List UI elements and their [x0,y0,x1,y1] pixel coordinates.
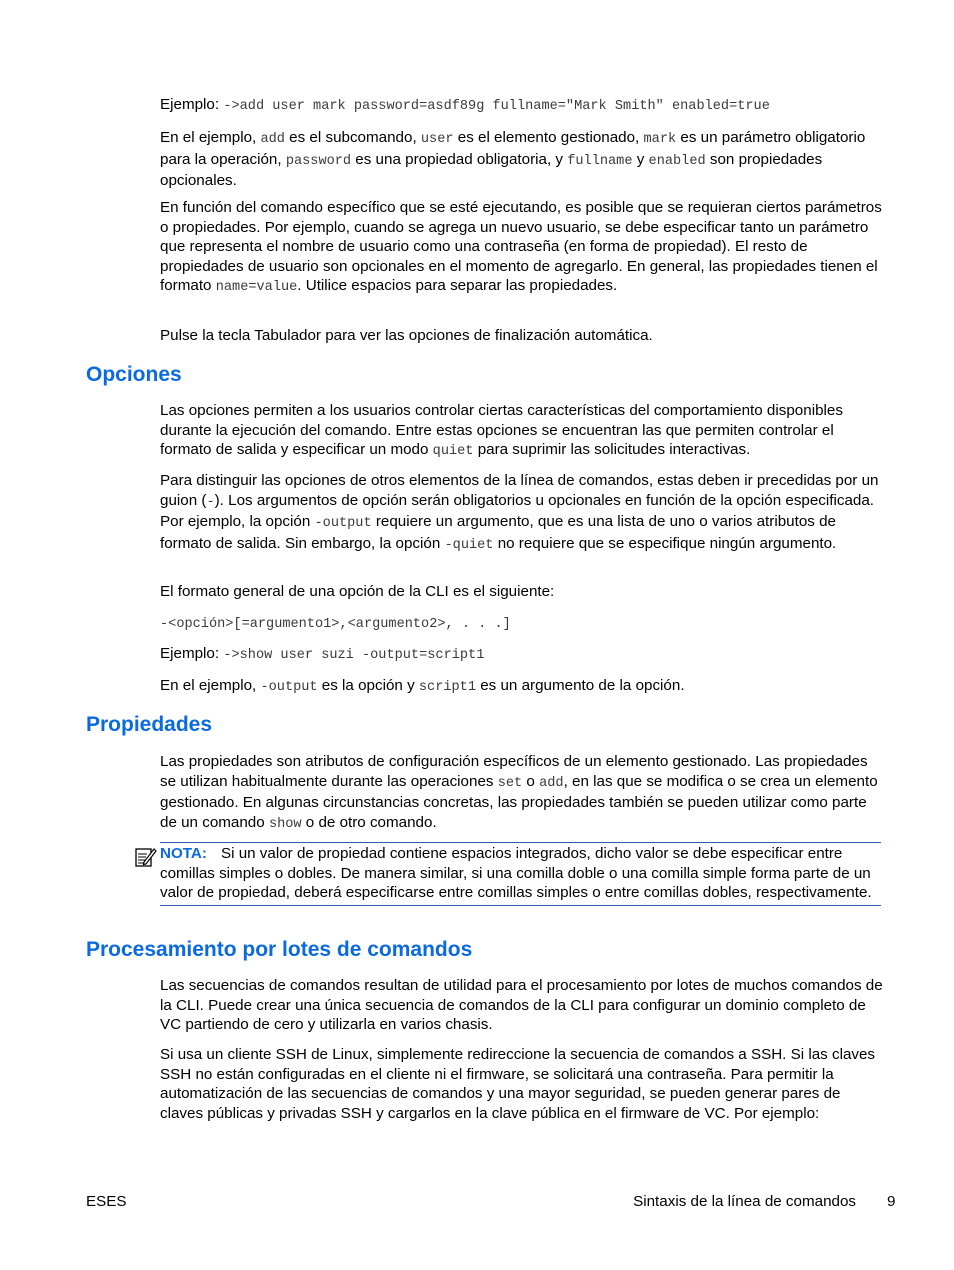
note-box [160,842,881,906]
heading-propiedades: Propiedades [86,713,213,736]
footer-locale: ESES [86,1193,127,1210]
heading-procesamiento: Procesamiento por lotes de comandos [86,938,473,961]
example-line-2: Ejemplo: ->show user suzi -output=script1 [160,645,485,663]
footer-page-number: 9 [887,1193,896,1210]
intro-paragraph-1: En el ejemplo, add es el subcomando, user es el elemento gestionado, mark es un parámetro obligatorio para la operación, password es una propiedad obligatoria, y fullname y enabled son propiedades opcionales. [160,129,866,190]
opciones-paragraph-4: En el ejemplo, -output es la opción y script1 es un argumento de la opción. [160,677,685,695]
procesamiento-paragraph-2: Si usa un cliente SSH de Linux, simplemente redireccione la secuencia de comandos a SSH. Si las claves SSH no están configuradas en el cliente ni el firmware, se solicitará una contraseña. Para permitir la automatización de las secuencias de comandos y una mayor seguridad, se pueden generar pares de claves públicas y privadas SSH y cargarlos en la clave pública en el firmware de VC. Por ejemplo: [160,1046,876,1122]
note-pencil-icon [134,845,158,874]
heading-opciones: Opciones [86,363,182,386]
note-text: Si un valor de propiedad contiene espacios integrados, dicho valor se debe especificar entre comillas simples o dobles. De manera similar, si una comilla doble o una comilla simple forma parte de un valor de propiedad, deberá especificarse entre comillas simples o entre comillas dobles, respectivamente. [160,845,872,902]
procesamiento-paragraph-1: Las secuencias de comandos resultan de utilidad para el procesamiento por lotes de muchos comandos de la CLI. Puede crear una única secuencia de comandos de la CLI para configurar un dominio completo de VC partiendo de cero y utilizarla en varios chasis. [160,977,883,1034]
opciones-paragraph-1: Las opciones permiten a los usuarios controlar ciertas características del comportamiento disponibles durante la ejecución del comando. Entre estas opciones se encuentran las que permiten controlar el formato de salida y especificar un modo quiet para suprimir las solicitudes interactivas. [160,402,843,460]
intro-paragraph-2: En función del comando específico que se esté ejecutando, es posible que se requieran ciertos parámetros o propiedades. Por ejemplo, cuando se agrega un nuevo usuario, se debe especificar tanto un parámetro que representa el nombre de usuario como una contraseña (en forma de propiedad). El resto de propiedades de usuario son opcionales en el momento de agregarlo. En general, las propiedades tienen el formato name=value. Utilice espacios para separar las propiedades. [160,199,882,296]
footer-section-title: Sintaxis de la línea de comandos [633,1193,856,1210]
opciones-paragraph-2: Para distinguir las opciones de otros elementos de la línea de comandos, estas deben ir precedidas por un guion (-). Los argumentos de opción serán obligatorios u opcionales en función de la opción especificada. Por ejemplo, la opción -output requiere un argumento, que es una lista de uno o varios atributos de formato de salida. Sin embargo, la opción -quiet no requiere que se especifique ningún argumento. [160,472,879,553]
opciones-paragraph-3: El formato general de una opción de la CLI es el siguiente: [160,583,555,600]
note-label: NOTA: [160,845,207,862]
propiedades-paragraph-1: Las propiedades son atributos de configuración específicos de un elemento gestionado. Las propiedades se utilizan habitualmente durante las operaciones set o add, en las que se modifica o se crea un elemento gestionado. En algunas circunstancias concretas, las propiedades también se pueden utilizar como parte de un comando show o de otro comando. [160,753,878,832]
intro-paragraph-3: Pulse la tecla Tabulador para ver las opciones de finalización automática. [160,327,653,344]
example-line-1: Ejemplo: ->add user mark password=asdf89g fullname="Mark Smith" enabled=true [160,96,770,114]
option-syntax: -<opción>[=argumento1>,<argumento2>, . . .] [160,617,511,632]
